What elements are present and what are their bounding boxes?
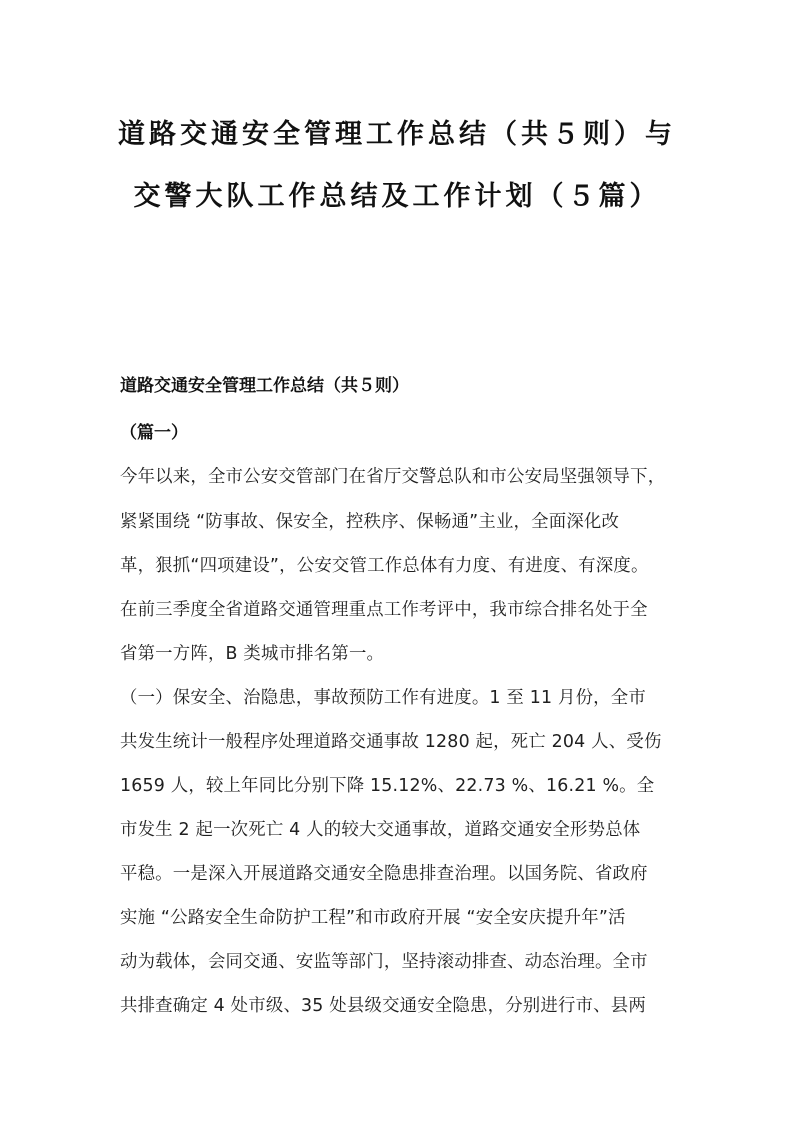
paragraph-1-line: 革，狠抓“四项建设”，公安交管工作总体有力度、有进度、有深度。: [120, 556, 649, 576]
paragraph-1-line: 紧紧围绕 “防事故、保安全，控秩序、保畅通”主业，全面深化改: [120, 512, 620, 532]
paragraph-2-line: 市发生 2 起一次死亡 4 人的较大交通事故，道路交通安全形势总体: [120, 820, 641, 840]
paragraph-2-line: 平稳。一是深入开展道路交通安全隐患排查治理。以国务院、省政府: [120, 864, 648, 884]
paragraph-2-line: 共发生统计一般程序处理道路交通事故 1280 起，死亡 204 人、受伤: [120, 732, 662, 752]
document-title-line-2: 交警大队工作总结及工作计划（５篇）: [133, 181, 661, 212]
paragraph-2-line: 共排查确定 4 处市级、35 处县级交通安全隐患，分别进行市、县两: [120, 996, 646, 1016]
paragraph-2-line: 动为载体，会同交通、安监等部门，坚持滚动排查、动态治理。全市: [120, 952, 648, 972]
section-heading: 道路交通安全管理工作总结（共５则）: [120, 376, 409, 396]
paragraph-1-line: 省第一方阵，B 类城市排名第一。: [120, 644, 385, 664]
paragraph-1-line: 在前三季度全省道路交通管理重点工作考评中，我市综合排名处于全: [120, 600, 648, 620]
document-title-line-1: 道路交通安全管理工作总结（共５则）与: [118, 119, 676, 150]
paragraph-2-line: 实施 “公路安全生命防护工程”和市政府开展 “安全安庆提升年”活: [120, 908, 626, 928]
part-heading: （篇一）: [120, 423, 188, 443]
paragraph-1-line: 今年以来，全市公安交管部门在省厅交警总队和市公安局坚强领导下，: [120, 467, 666, 487]
paragraph-2-line: 1659 人，较上年同比分别下降 15.12%、22.73 %、16.21 %。全: [120, 776, 655, 796]
paragraph-2-line: （一）保安全、治隐患，事故预防工作有进度。1 至 11 月份，全市: [120, 688, 646, 708]
